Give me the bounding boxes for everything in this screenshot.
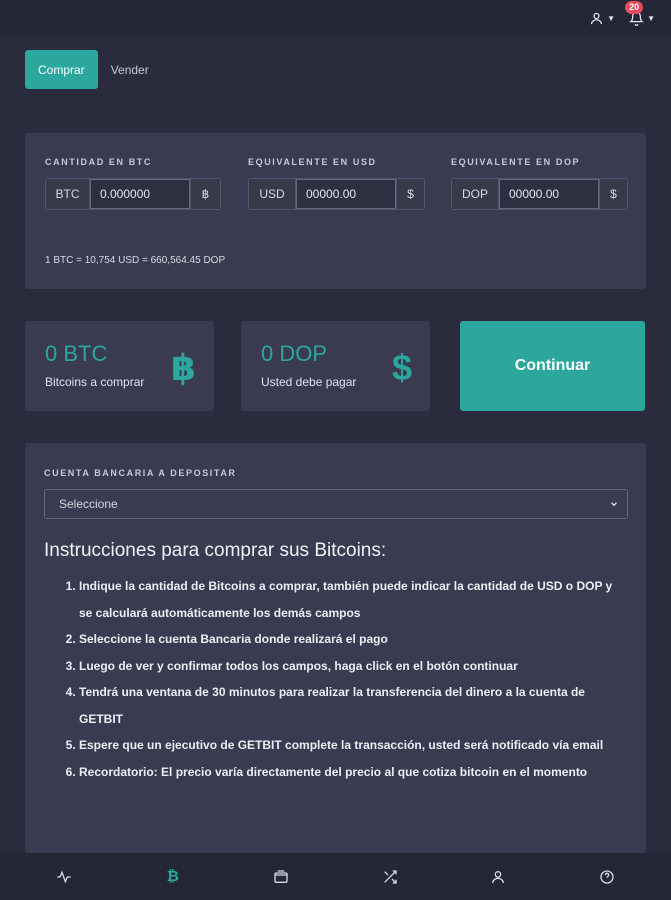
bitcoin-icon: ฿ — [170, 347, 196, 388]
shuffle-icon — [382, 869, 398, 885]
buy-sell-tabs — [25, 50, 162, 89]
reminder-label: Recordatorio: — [79, 764, 158, 779]
dop-total-value: 0 DOP — [261, 341, 328, 366]
instructions-title: Instrucciones para comprar sus Bitcoins: — [44, 540, 387, 561]
user-icon — [589, 11, 604, 26]
bitcoin-icon: ₿ — [166, 868, 179, 885]
dop-prefix: DOP — [452, 179, 499, 209]
btc-to-buy-card — [25, 321, 214, 411]
nav-profile[interactable] — [478, 857, 518, 897]
notifications-menu[interactable] — [629, 1, 655, 26]
list-item: 3. Luego de ver y confirmar todos los campos, haga click en el botón continuar — [79, 653, 624, 680]
top-header — [0, 0, 671, 36]
reminder-text: El precio varía directamente del precio al que cotiza bitcoin en el momento — [157, 764, 588, 779]
wallet-icon — [273, 869, 289, 885]
dop-total-label: Usted debe pagar — [261, 375, 357, 389]
bank-account-card — [25, 443, 646, 853]
chevron-down-icon: ▼ — [607, 13, 616, 23]
dop-amount-input[interactable] — [499, 179, 599, 209]
tab-vender[interactable]: Vender — [110, 62, 149, 77]
bitcoin-icon: ฿ — [190, 179, 220, 209]
tab-comprar[interactable]: Comprar — [25, 50, 98, 89]
list-item — [79, 759, 624, 786]
btc-total-value: 0 BTC — [45, 341, 108, 366]
btc-amount-input[interactable] — [90, 179, 190, 209]
bottom-navigation — [0, 853, 671, 900]
user-icon — [490, 869, 506, 885]
usd-prefix: USD — [249, 179, 296, 209]
dop-equivalent-label: EQUIVALENTE EN DOP — [451, 157, 581, 167]
dollar-icon: $ — [396, 179, 424, 209]
nav-wallet[interactable] — [261, 857, 301, 897]
exchange-rate-text: 1 BTC = 10,754 USD = 660,564.45 DOP — [45, 255, 226, 266]
bank-account-select[interactable] — [44, 489, 628, 519]
nav-bitcoin[interactable] — [153, 857, 193, 897]
amount-form-card — [25, 133, 646, 289]
nav-exchange[interactable] — [370, 857, 410, 897]
notification-badge: 20 — [625, 1, 643, 14]
btc-amount-label: CANTIDAD EN BTC — [45, 157, 152, 167]
chevron-down-icon — [609, 499, 619, 509]
dollar-icon: $ — [391, 347, 412, 388]
usd-equivalent-label: EQUIVALENTE EN USD — [248, 157, 377, 167]
usd-input-group — [248, 178, 425, 210]
dop-input-group — [451, 178, 628, 210]
list-item: 5. Espere que un ejecutivo de GETBIT complete la transacción, usted será notificado vía email — [79, 732, 624, 759]
list-item: 1. Indique la cantidad de Bitcoins a comprar, también puede indicar la cantidad de USD o DOP y se calculará automáticamente los demás campos — [79, 573, 624, 626]
instructions-list — [79, 573, 624, 785]
bank-account-selected: Seleccione — [59, 497, 118, 511]
help-icon — [599, 869, 615, 885]
nav-help[interactable] — [587, 857, 627, 897]
btc-prefix: BTC — [46, 179, 90, 209]
user-menu[interactable] — [589, 11, 615, 26]
dollar-icon: $ — [599, 179, 627, 209]
btc-total-label: Bitcoins a comprar — [45, 375, 145, 389]
bank-account-label: CUENTA BANCARIA A DEPOSITAR — [44, 468, 237, 478]
list-item: 2. Seleccione la cuenta Bancaria donde realizará el pago — [79, 626, 624, 653]
btc-input-group — [45, 178, 221, 210]
list-item: 4. Tendrá una ventana de 30 minutos para realizar la transferencia del dinero a la cuenta de GETBIT — [79, 679, 624, 732]
nav-activity[interactable] — [44, 857, 84, 897]
dop-to-pay-card — [241, 321, 430, 411]
activity-icon — [56, 869, 72, 885]
chevron-down-icon: ▼ — [647, 13, 655, 23]
usd-amount-input[interactable] — [296, 179, 396, 209]
continue-button[interactable]: Continuar — [460, 321, 645, 411]
